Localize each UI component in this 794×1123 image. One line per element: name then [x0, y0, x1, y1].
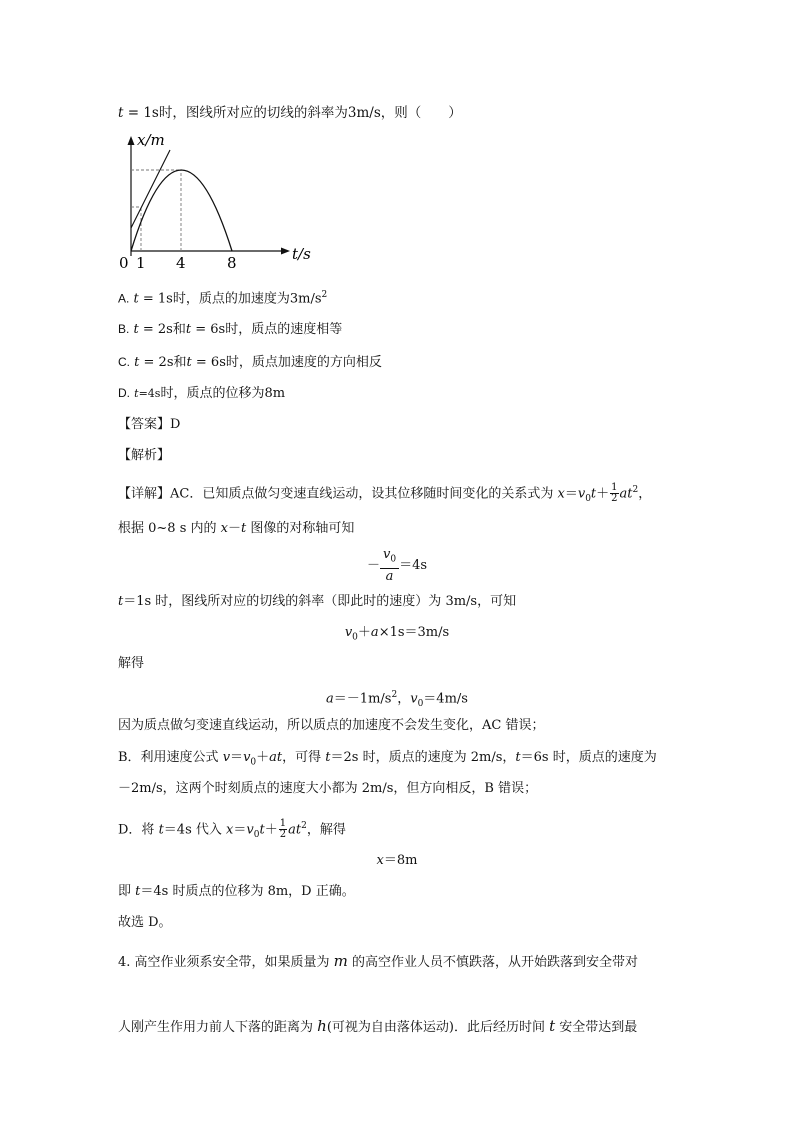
q4-text: 人刚产生作用力前人下落的距离为	[118, 1020, 318, 1035]
fraction-half	[610, 483, 618, 504]
xt-curve	[131, 170, 232, 251]
plus: ＋	[596, 486, 610, 502]
var-t: t	[158, 822, 164, 838]
option-a-time: 1s	[157, 291, 173, 307]
fraction-half	[279, 819, 287, 840]
var-t: t	[590, 486, 597, 502]
option-c-text: 时，质点加速度的方向相反	[225, 355, 382, 370]
detail-line-3	[118, 593, 516, 611]
tick-4-label: 4	[176, 254, 186, 272]
eq-rhs: ×1s＝3m/s	[378, 625, 450, 640]
frac-num	[380, 547, 399, 569]
detail-text: ＝4s 代入	[163, 822, 227, 838]
option-c	[118, 353, 382, 372]
tick-8-label: 8	[227, 254, 237, 272]
detail-text: ，解得	[306, 822, 346, 838]
eq-rhs: ＝－1m/s	[333, 691, 392, 707]
option-d-letter: D.	[118, 386, 130, 400]
plus: ＋	[256, 750, 270, 765]
option-a-value: 3m/s	[289, 291, 322, 307]
eq-sign: =	[138, 322, 158, 337]
tangent-line	[131, 150, 170, 228]
q4-text: 4. 高空作业须系安全带，如果质量为	[118, 955, 334, 970]
option-d	[118, 384, 285, 403]
slope-value: 3m/s	[347, 105, 381, 121]
frac-den: 2	[279, 829, 287, 841]
var-at: at	[619, 486, 633, 502]
var-t: t	[118, 105, 124, 121]
var-t: t	[134, 355, 140, 370]
var-v: v	[344, 625, 353, 640]
q4-text: (可视为自由落体运动)．此后经历时间	[326, 1020, 550, 1035]
option-d-text: 时，质点的位移为	[160, 386, 265, 401]
var-t: t	[118, 594, 124, 609]
var-t: t	[133, 291, 139, 307]
origin-label: 0	[119, 254, 129, 272]
eq-sign: =	[138, 291, 158, 307]
sub-0: 0	[417, 698, 424, 709]
detail-text: 【详解】AC．已知质点做匀变速直线运动，设其位移随时间变化的关系式为	[118, 486, 558, 502]
conj: 和	[172, 322, 186, 337]
sup-2: 2	[632, 485, 639, 495]
var-t: t	[549, 1017, 556, 1035]
comma: ，	[397, 691, 411, 707]
tick-1-label: 1	[136, 254, 146, 272]
eq-sign: ＝	[233, 822, 247, 838]
question-stem-line	[118, 104, 462, 122]
question-4-line-1	[118, 952, 638, 972]
detail-text: ，可得	[282, 750, 326, 765]
var-h: h	[317, 1017, 327, 1035]
detail-line-6: －2m/s，这两个时刻质点的速度大小都为 2m/s，但方向相反，B 错误；	[118, 781, 538, 796]
var-x: x	[557, 486, 565, 502]
sup-2: 2	[391, 690, 398, 700]
var-m: m	[333, 952, 348, 970]
var-at: at	[269, 750, 283, 765]
fraction-v0-over-a	[380, 547, 399, 584]
eq-sign: ＝	[230, 750, 244, 765]
var-t: t	[185, 322, 192, 337]
detail-line-1	[118, 481, 651, 508]
frac-den	[380, 569, 399, 584]
y-axis-label: x/m	[137, 131, 165, 149]
equation-4	[0, 852, 794, 870]
x-axis-label: t/s	[292, 245, 311, 263]
eq-sign: =	[191, 322, 211, 337]
stem-tail: ，则（ ）	[380, 105, 462, 121]
option-a-sup: 2	[321, 290, 328, 300]
var-v: v	[382, 547, 391, 562]
var-v: v	[243, 750, 251, 765]
var-t: t	[241, 521, 247, 536]
sup-2: 2	[301, 821, 307, 831]
option-a	[118, 286, 327, 308]
option-b-text: 时，质点的速度相等	[225, 322, 343, 337]
detail-text: ＝4s 时质点的位移为 8m，D 正确。	[140, 884, 355, 899]
q4-text: 的高空作业人员不慎跌落，从开始跌落到安全带对	[347, 955, 639, 970]
option-b	[118, 320, 342, 339]
detail-text: 即	[118, 884, 136, 899]
equation-3	[0, 686, 794, 713]
frac-num: 1	[611, 482, 618, 494]
eq-rhs: ＝4m/s	[423, 691, 468, 707]
option-c-time2: 6s	[210, 355, 226, 370]
var-x: x	[220, 521, 228, 536]
sub-0: 0	[253, 829, 260, 840]
solve-label: 解得	[118, 656, 145, 671]
var-t: t	[133, 322, 139, 337]
var-a: a	[385, 568, 394, 584]
equation-2	[0, 624, 794, 647]
analysis-label: 【解析】	[118, 448, 171, 463]
x-axis-arrow	[281, 248, 290, 255]
answer-label: 【答案】D	[118, 417, 181, 432]
detail-text: 图像的对称轴可知	[246, 521, 355, 536]
var-t: t	[325, 750, 331, 765]
eq-sign: ＝	[564, 486, 578, 502]
var-a: a	[370, 625, 379, 640]
var-v: v	[577, 486, 586, 502]
var-t: t	[259, 822, 265, 838]
option-b-time1: 2s	[157, 322, 173, 337]
eq-rhs: ＝8m	[383, 853, 418, 868]
detail-line-9: 故选 D。	[118, 915, 172, 930]
eq-sign: =	[139, 355, 159, 370]
var-v: v	[222, 750, 231, 765]
option-d-value: 8m	[264, 386, 286, 401]
plus: ＋	[357, 625, 371, 640]
stem-text: 时，图线所对应的切线的斜率为	[158, 105, 348, 121]
var-v: v	[410, 691, 418, 707]
var-at: at	[288, 822, 302, 838]
option-b-time2: 6s	[210, 322, 226, 337]
detail-text: D．将	[118, 822, 159, 838]
frac-den: 2	[611, 493, 618, 505]
option-a-letter: A.	[118, 291, 130, 306]
option-b-letter: B.	[118, 322, 130, 336]
detail-text: B．利用速度公式	[118, 750, 223, 765]
var-t: t	[134, 387, 139, 400]
q4-text: 安全带达到最	[555, 1020, 638, 1035]
var-x: x	[226, 822, 234, 838]
var-a: a	[326, 691, 334, 707]
eq-rhs: ＝4s	[399, 557, 428, 573]
var-t: t	[135, 884, 141, 899]
var-t: t	[515, 750, 521, 765]
y-axis-arrow	[128, 136, 135, 145]
frac-num: 1	[279, 818, 287, 830]
sub-0: 0	[250, 757, 257, 768]
option-a-text: 时，质点的加速度为	[172, 291, 290, 307]
var-v: v	[246, 822, 254, 838]
detail-line-5	[118, 749, 657, 772]
sub-0: 0	[390, 554, 397, 565]
detail-text: ＝6s 时，质点的速度为	[520, 750, 657, 765]
detail-line-8	[118, 883, 355, 901]
detail-text: ＝1s 时，图线所对应的切线的斜率（即此时的速度）为 3m/s，可知	[123, 594, 517, 609]
detail-line-7	[118, 817, 346, 844]
detail-text: 根据 0~8 s 内的	[118, 521, 221, 536]
equation-1	[0, 547, 794, 584]
conj: 和	[173, 355, 187, 370]
detail-text: ＝2s 时，质点的速度为 2m/s，	[330, 750, 516, 765]
sub-0: 0	[352, 632, 358, 643]
question-4-line-2	[118, 1017, 637, 1037]
option-d-time: =4s	[138, 387, 161, 400]
minus: －	[227, 521, 241, 536]
plus: ＋	[264, 822, 278, 838]
comma: ，	[638, 486, 652, 502]
minus: －	[366, 557, 380, 573]
var-x: x	[376, 853, 384, 868]
option-c-time1: 2s	[158, 355, 174, 370]
var-t: t	[186, 355, 192, 370]
detail-line-4: 因为质点做匀变速直线运动，所以质点的加速度不会发生变化，AC 错误；	[118, 718, 545, 733]
eq-sign: =	[191, 355, 211, 370]
sub-0: 0	[585, 493, 591, 504]
detail-line-2	[118, 520, 354, 538]
option-c-letter: C.	[118, 355, 130, 369]
eq-sign: =	[123, 105, 144, 121]
time-value: 1s	[143, 105, 159, 121]
x-t-graph	[110, 128, 320, 273]
